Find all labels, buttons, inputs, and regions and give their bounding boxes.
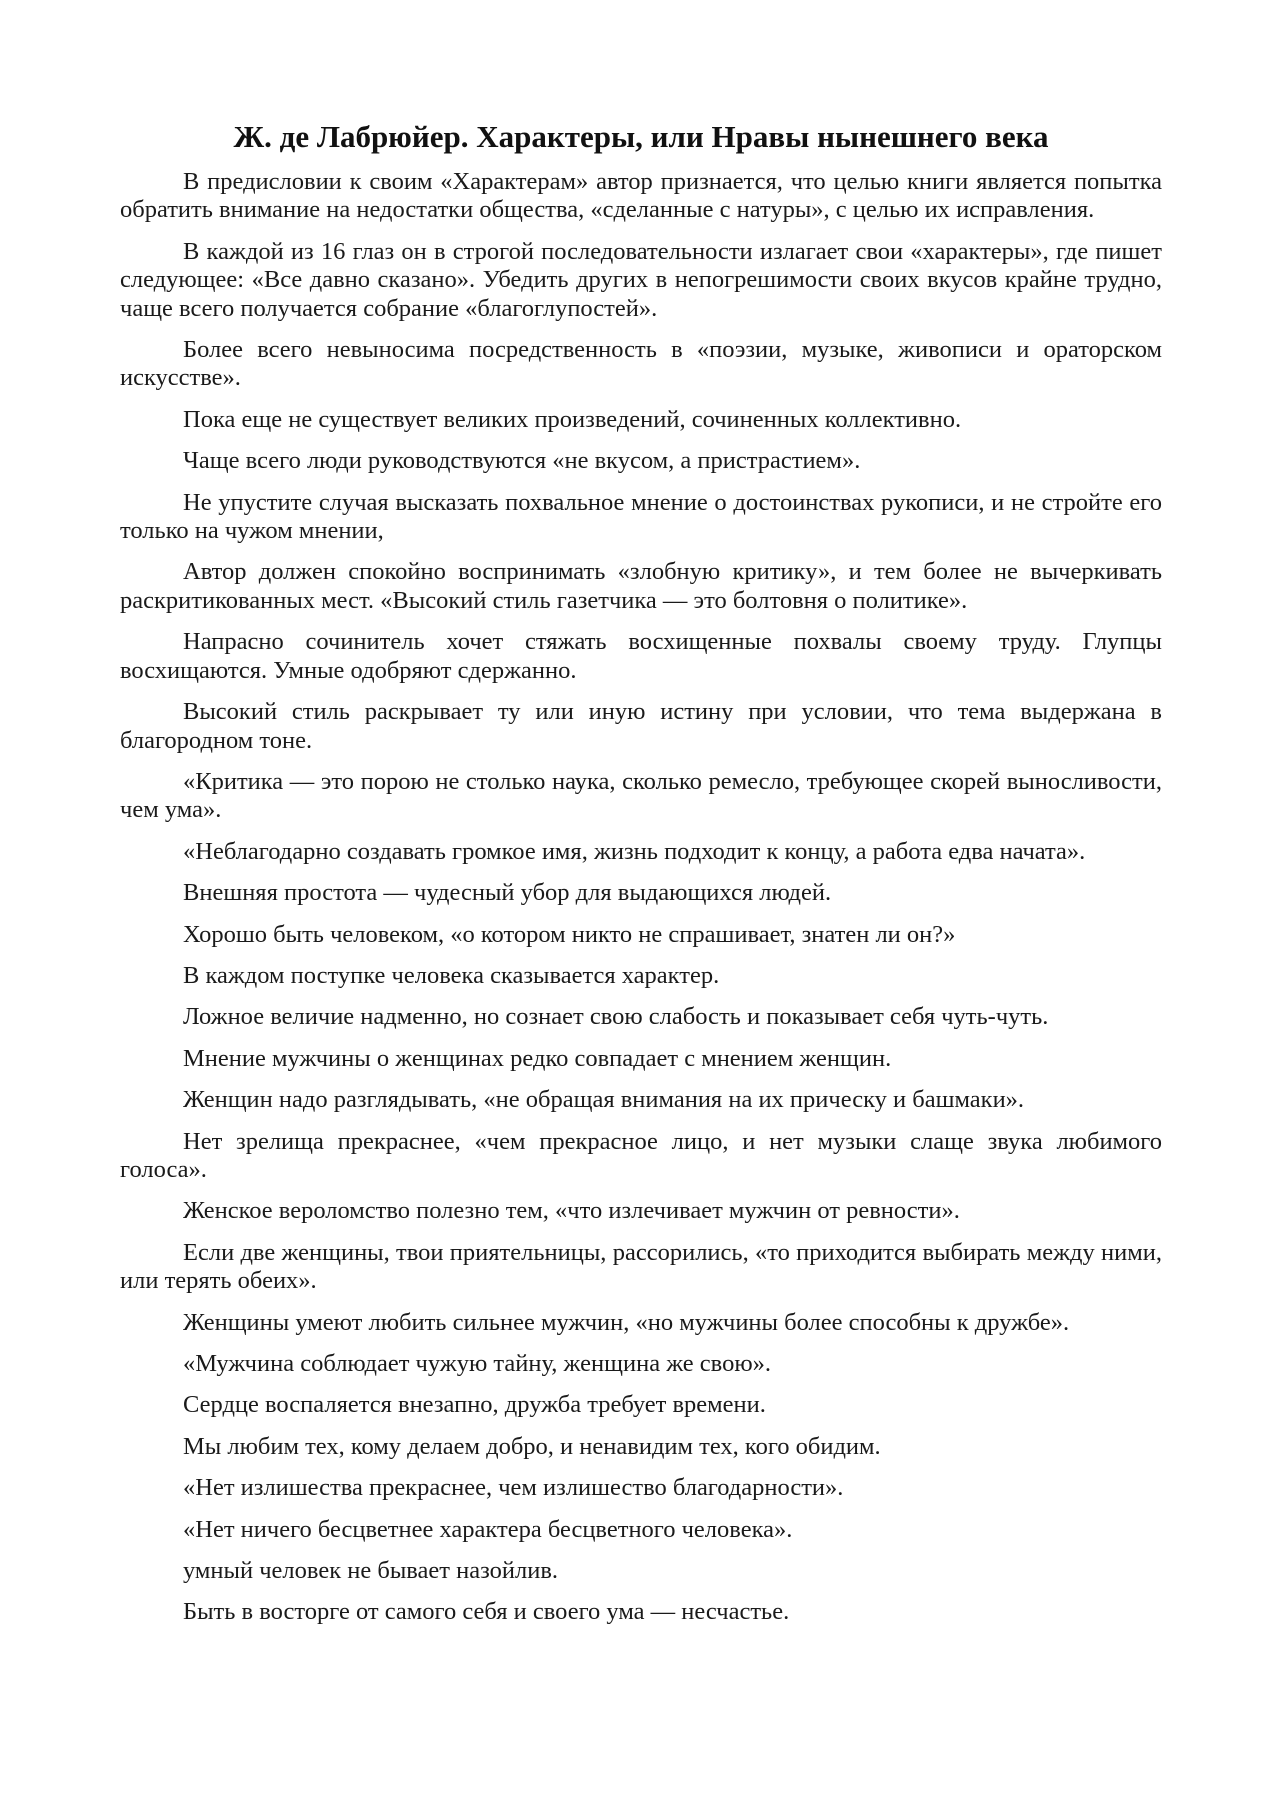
paragraph: умный человек не бывает назойлив. (183, 1557, 559, 1585)
paragraph: Чаще всего люди руководствуются «не вкусом, а пристрастием». (183, 447, 861, 475)
paragraph: Мы любим тех, кому делаем добро, и ненавидим тех, кого обидим. (183, 1432, 881, 1460)
paragraph: В каждом поступке человека сказывается характер. (183, 961, 720, 989)
paragraph: Женщин надо разглядывать, «не обращая внимания на их прическу и башмаки». (183, 1086, 1025, 1114)
paragraph: Если две женщины, твои приятельницы, рассорились, «то приходится выбирать между ними, или терять обеих». (120, 1238, 1162, 1295)
paragraph: «Нет ничего бесцветнее характера бесцветного человека». (183, 1515, 793, 1543)
paragraph: Женщины умеют любить сильнее мужчин, «но мужчины более способны к дружбе». (183, 1308, 1070, 1336)
paragraph: «Нет излишества прекраснее, чем излишество благодарности». (183, 1474, 844, 1502)
document-title: Ж. де Лабрюйер. Характеры, или Нравы нынешнего века (233, 119, 1049, 154)
paragraph: Женское вероломство полезно тем, «что излечивает мужчин от ревности». (183, 1197, 960, 1225)
paragraph: В каждой из 16 глаз он в строгой последовательности излагает свои «характеры», где пишет следующее: «Все давно сказано». Убедить других в непогрешимости своих вкусов крайне трудно, чаще всего получается собрание «благоглупостей». (120, 237, 1162, 322)
document-body (120, 168, 1162, 1627)
paragraph: Мнение мужчины о женщинах редко совпадает с мнением женщин. (183, 1044, 892, 1072)
paragraph: Внешняя простота — чудесный убор для выдающихся людей. (183, 879, 832, 907)
paragraph: Не упустите случая высказать похвальное мнение о достоинствах рукописи, и не стройте его только на чужом мнении, (120, 488, 1162, 545)
paragraph: Автор должен спокойно воспринимать «злобную критику», и тем более не вычеркивать раскритикованных мест. «Высокий стиль газетчика — это болтовня о политике». (120, 558, 1162, 614)
paragraph: Быть в восторге от самого себя и своего ума — несчастье. (183, 1598, 790, 1626)
paragraph: Более всего невыносима посредственность в «поэзии, музыке, живописи и ораторском искусстве». (120, 336, 1162, 392)
paragraph: Хорошо быть человеком, «о котором никто не спрашивает, знатен ли он?» (183, 920, 956, 948)
paragraph: «Неблагодарно создавать громкое имя, жизнь подходит к концу, а работа едва начата». (183, 837, 1086, 865)
paragraph: «Мужчина соблюдает чужую тайну, женщина же свою». (183, 1350, 772, 1377)
document-page (120, 118, 1162, 1640)
paragraph: Сердце воспаляется внезапно, дружба требует времени. (183, 1391, 766, 1419)
paragraph: «Критика — это порою не столько наука, сколько ремесло, требующее скорей выносливости, чем ума». (120, 767, 1162, 824)
paragraph: Напрасно сочинитель хочет стяжать восхищенные похвалы своему труду. Глупцы восхищаются. Умные одобряют сдержанно. (120, 628, 1162, 684)
paragraph: Пока еще не существует великих произведений, сочиненных коллективно. (183, 405, 962, 433)
paragraph: Нет зрелища прекраснее, «чем прекрасное лицо, и нет музыки слаще звука любимого голоса». (120, 1127, 1162, 1183)
paragraph: В предисловии к своим «Характерам» автор признается, что целью книги является попытка обратить внимание на недостатки общества, «сделанные с натуры», с целью их исправления. (120, 168, 1162, 224)
paragraph: Ложное величие надменно, но сознает свою слабость и показывает себя чуть-чуть. (183, 1003, 1049, 1031)
paragraph: Высокий стиль раскрывает ту или иную истину при условии, что тема выдержана в благородном тоне. (120, 698, 1162, 754)
